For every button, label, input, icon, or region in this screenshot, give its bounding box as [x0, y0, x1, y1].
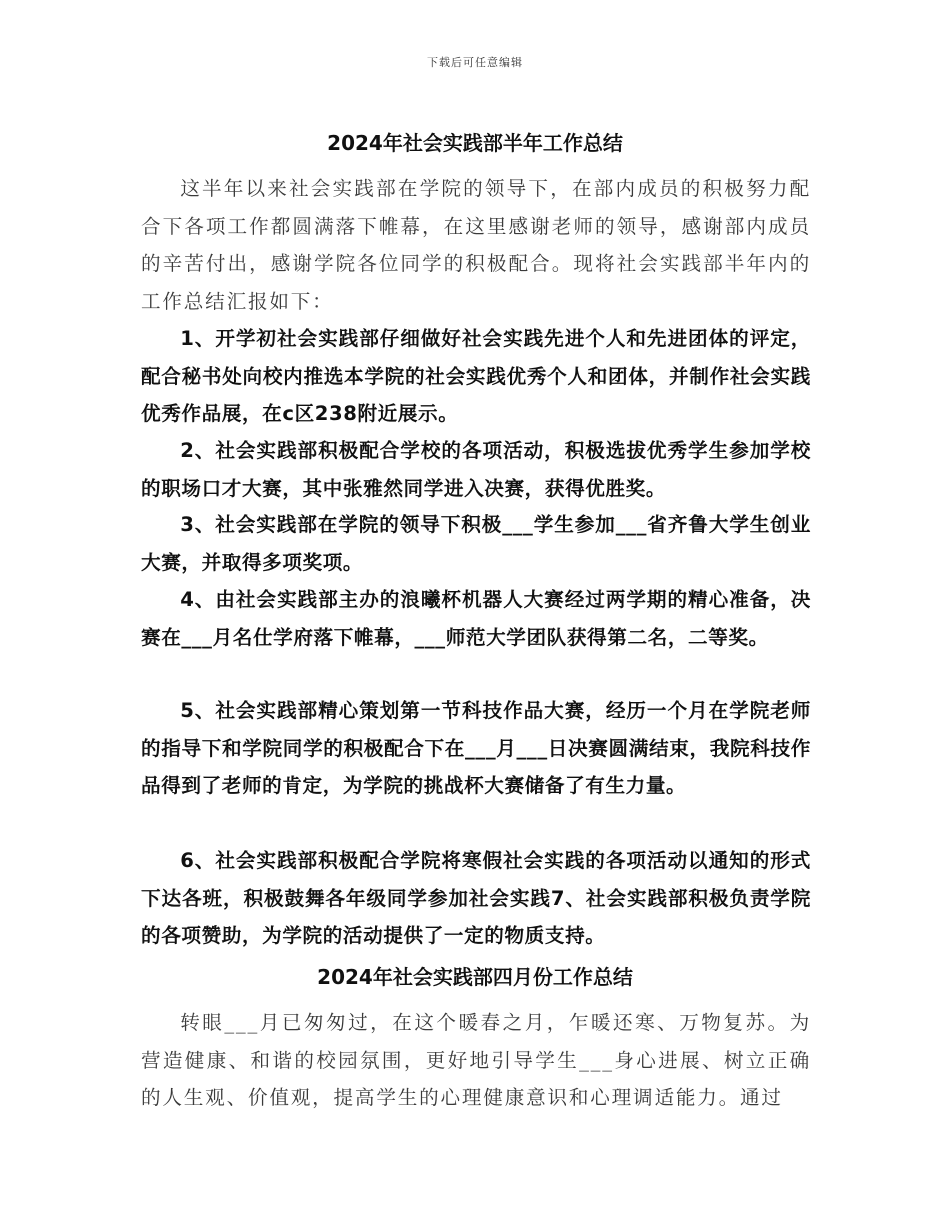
work-item-6: 6、社会实践部积极配合学院将寒假社会实践的各项活动以通知的形式下达各班，积极鼓舞各年级同学参加社会实践7、社会实践部积极负责学院的各项赞助，为学院的活动提供了一定的物质支持。	[141, 849, 811, 947]
header-note: 下载后可任意编辑	[427, 56, 523, 69]
section2-title: 2024年社会实践部四月份工作总结	[317, 965, 633, 989]
section2-intro: 转眼___月已匆匆过，在这个暖春之月，乍暖还寒、万物复苏。为营造健康、和谐的校园氛围，更好地引导学生___身心进展、树立正确的人生观、价值观，提高学生的心理健康意识和心理调适能力。通过	[141, 1011, 811, 1109]
work-item-2: 2、社会实践部积极配合学校的各项活动，积极选拔优秀学生参加学校的职场口才大赛，其中张雅然同学进入决赛，获得优胜奖。	[141, 439, 811, 500]
work-item-3: 3、社会实践部在学院的领导下积极___学生参加___省齐鲁大学生创业大赛，并取得多项奖项。	[141, 513, 811, 574]
work-item-1: 1、开学初社会实践部仔细做好社会实践先进个人和先进团体的评定，配合秘书处向校内推选本学院的社会实践优秀个人和团体，并制作社会实践优秀作品展，在c区238附近展示。	[141, 327, 811, 425]
section1-title: 2024年社会实践部半年工作总结	[327, 131, 623, 155]
section1-intro: 这半年以来社会实践部在学院的领导下，在部内成员的积极努力配合下各项工作都圆满落下帷幕，在这里感谢老师的领导，感谢部内成员的辛苦付出，感谢学院各位同学的积极配合。现将社会实践部半年内的工作总结汇报如下：	[141, 177, 811, 313]
work-item-5: 5、社会实践部精心策划第一节科技作品大赛，经历一个月在学院老师的指导下和学院同学的积极配合下在___月___日决赛圆满结束，我院科技作品得到了老师的肯定，为学院的挑战杯大赛储备了有生力量。	[141, 699, 811, 797]
work-item-4: 4、由社会实践部主办的浪曦杯机器人大赛经过两学期的精心准备，决赛在___月名仕学府落下帷幕，___师范大学团队获得第二名，二等奖。	[141, 588, 811, 649]
